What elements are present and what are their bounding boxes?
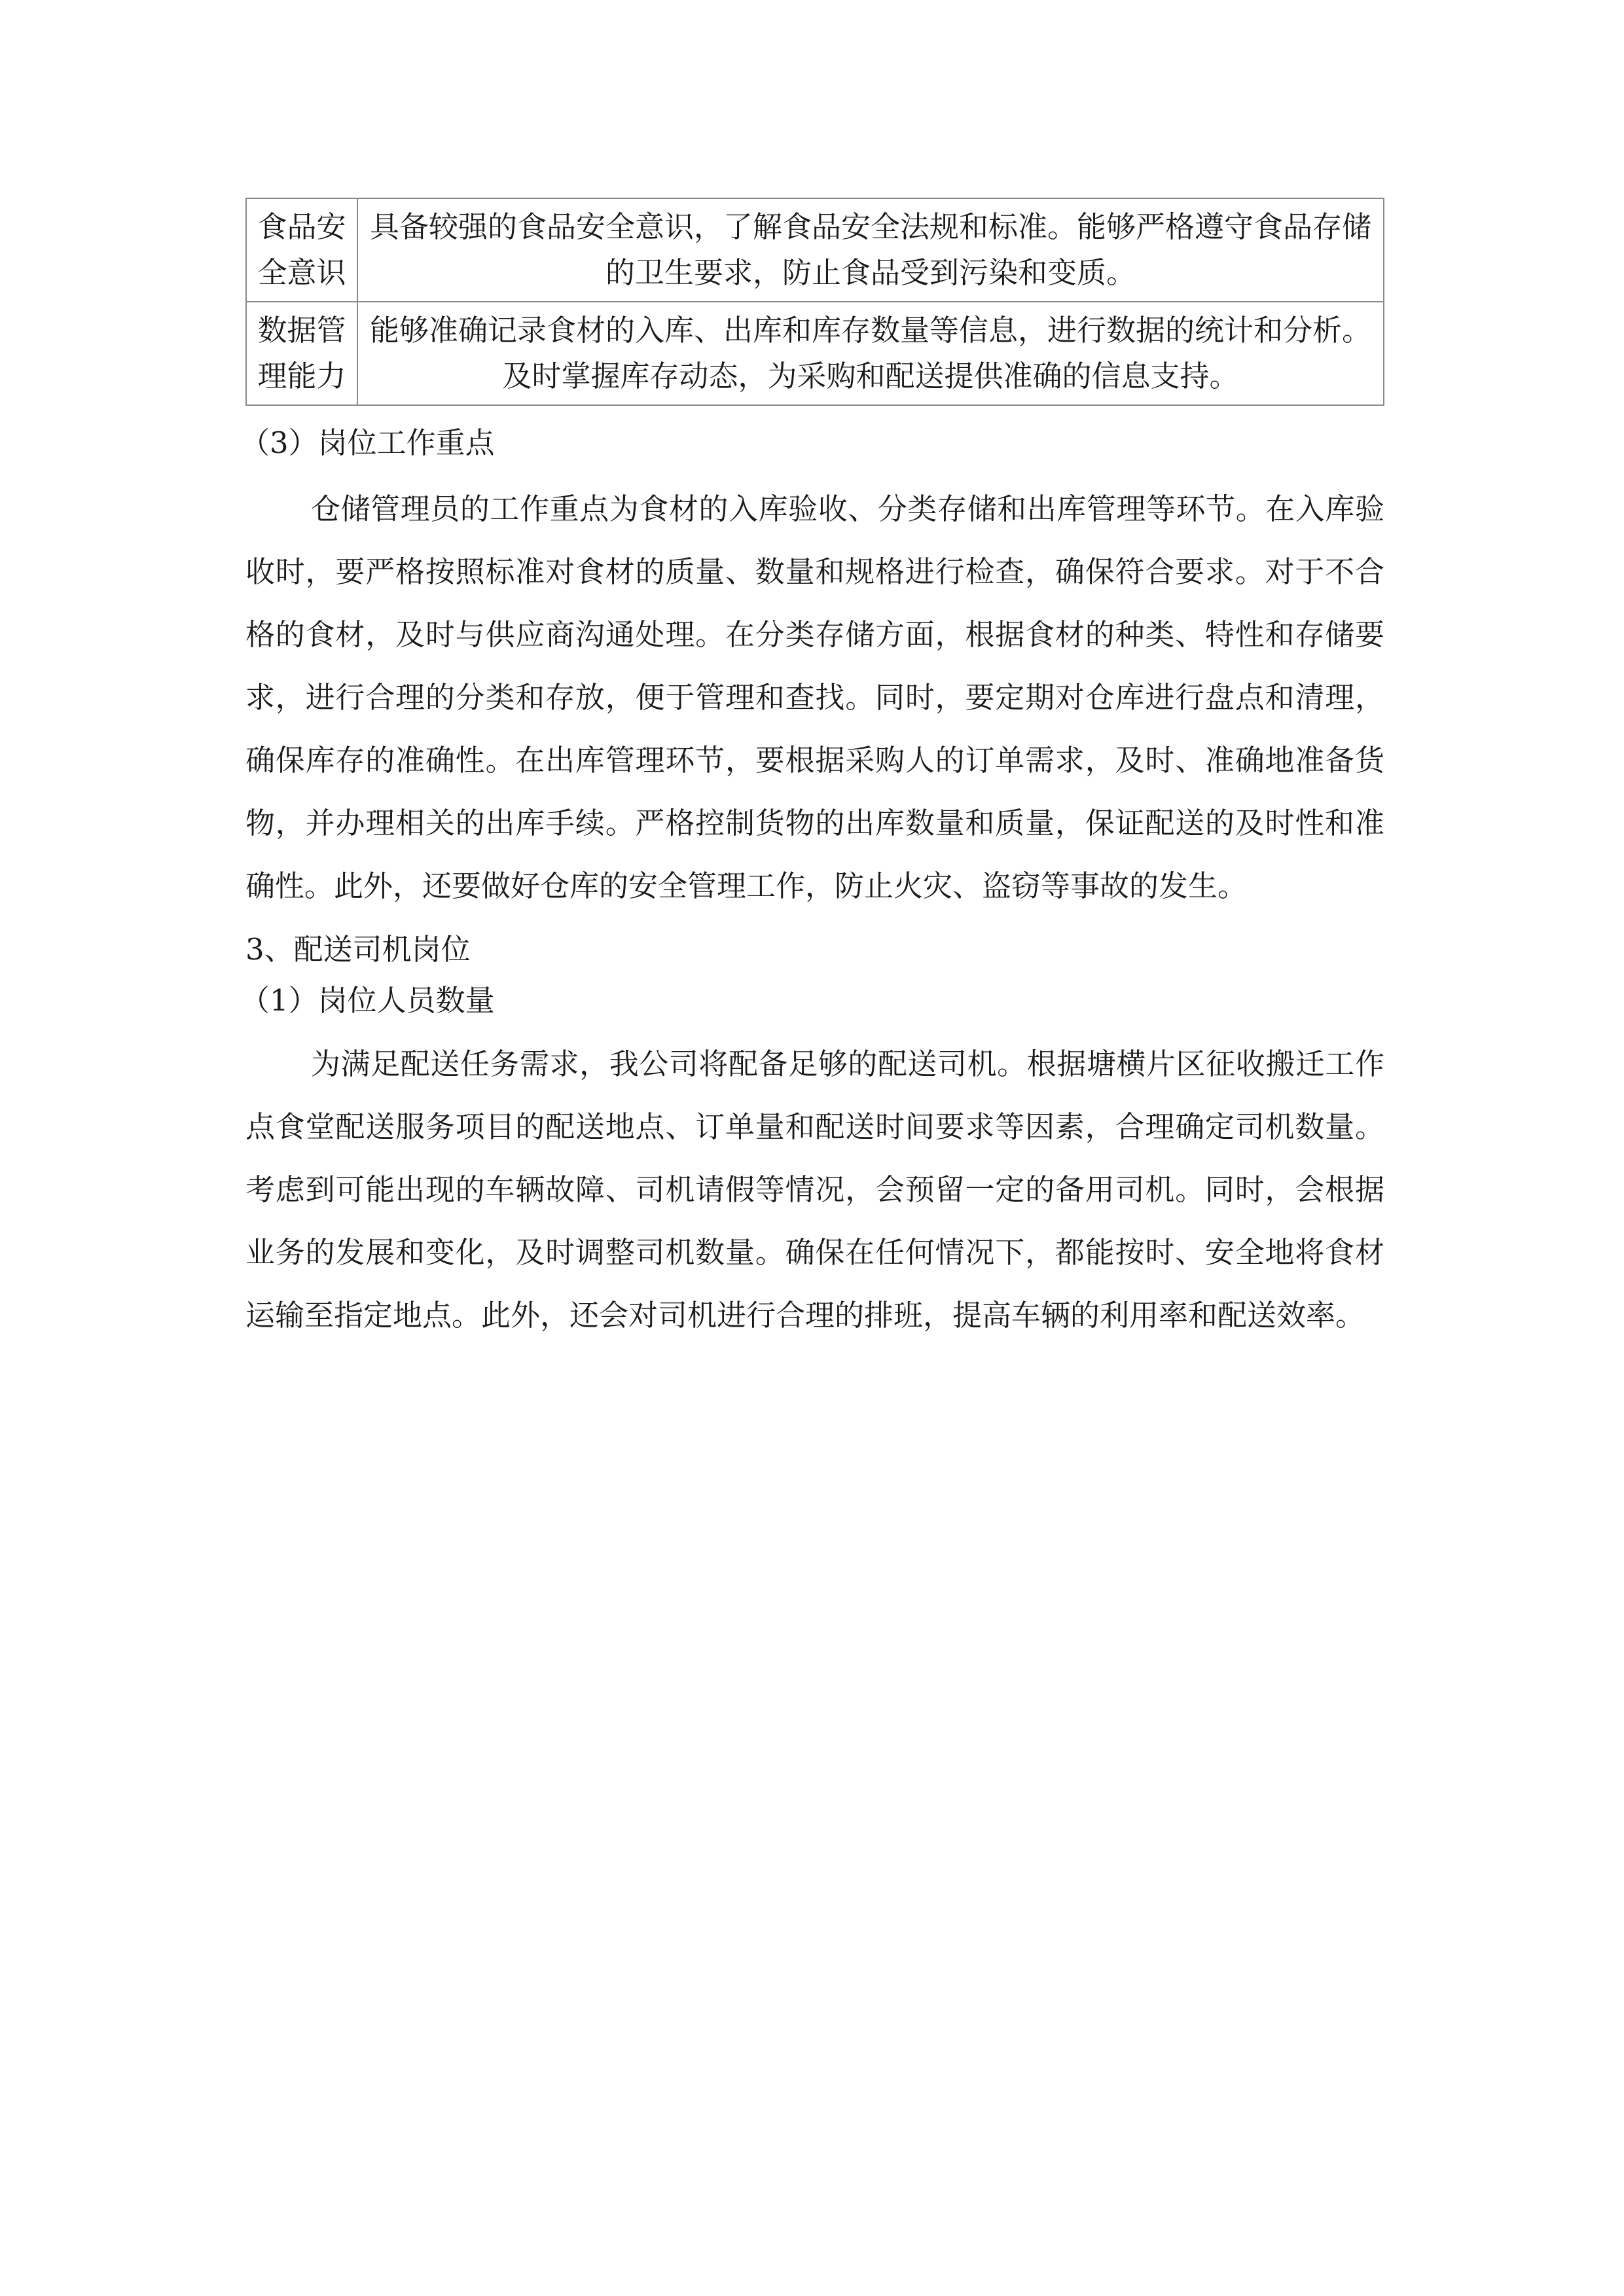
table-label-cell: 数据管理能力 [246, 302, 357, 405]
requirements-table [245, 198, 1384, 406]
section-heading-driver: 3、配送司机岗位 [245, 932, 471, 967]
section-heading-work-focus: （3）岗位工作重点 [240, 425, 495, 460]
table-label-cell: 食品安全意识 [246, 198, 357, 302]
section-heading-driver-count: （1）岗位人员数量 [240, 983, 495, 1018]
paragraph-driver-count: 为满足配送任务需求，我公司将配备足够的配送司机。根据塘横片区征收搬迁工作点食堂配送服务项目的配送地点、订单量和配送时间要求等因素，合理确定司机数量。考虑到可能出现的车辆故障、司机请假等情况，会预留一定的备用司机。同时，会根据业务的发展和变化，及时调整司机数量。确保在任何情况下，都能按时、安全地将食材运输至指定地点。此外，还会对司机进行合理的排班，提高车辆的利用率和配送效率。 [245, 1047, 1384, 1333]
table-row [246, 198, 1384, 302]
table-row [246, 302, 1384, 405]
document-page [240, 198, 1384, 1347]
table-desc-cell: 具备较强的食品安全意识，了解食品安全法规和标准。能够严格遵守食品存储的卫生要求，防止食品受到污染和变质。 [357, 198, 1384, 302]
table-desc-cell: 能够准确记录食材的入库、出库和库存数量等信息，进行数据的统计和分析。及时掌握库存动态，为采购和配送提供准确的信息支持。 [357, 302, 1384, 405]
paragraph-work-focus: 仓储管理员的工作重点为食材的入库验收、分类存储和出库管理等环节。在入库验收时，要严格按照标准对食材的质量、数量和规格进行检查，确保符合要求。对于不合格的食材，及时与供应商沟通处理。在分类存储方面，根据食材的种类、特性和存储要求，进行合理的分类和存放，便于管理和查找。同时，要定期对仓库进行盘点和清理，确保库存的准确性。在出库管理环节，要根据采购人的订单需求，及时、准确地准备货物，并办理相关的出库手续。严格控制货物的出库数量和质量，保证配送的及时性和准确性。此外，还要做好仓库的安全管理工作，防止火灾、盗窃等事故的发生。 [245, 492, 1384, 903]
